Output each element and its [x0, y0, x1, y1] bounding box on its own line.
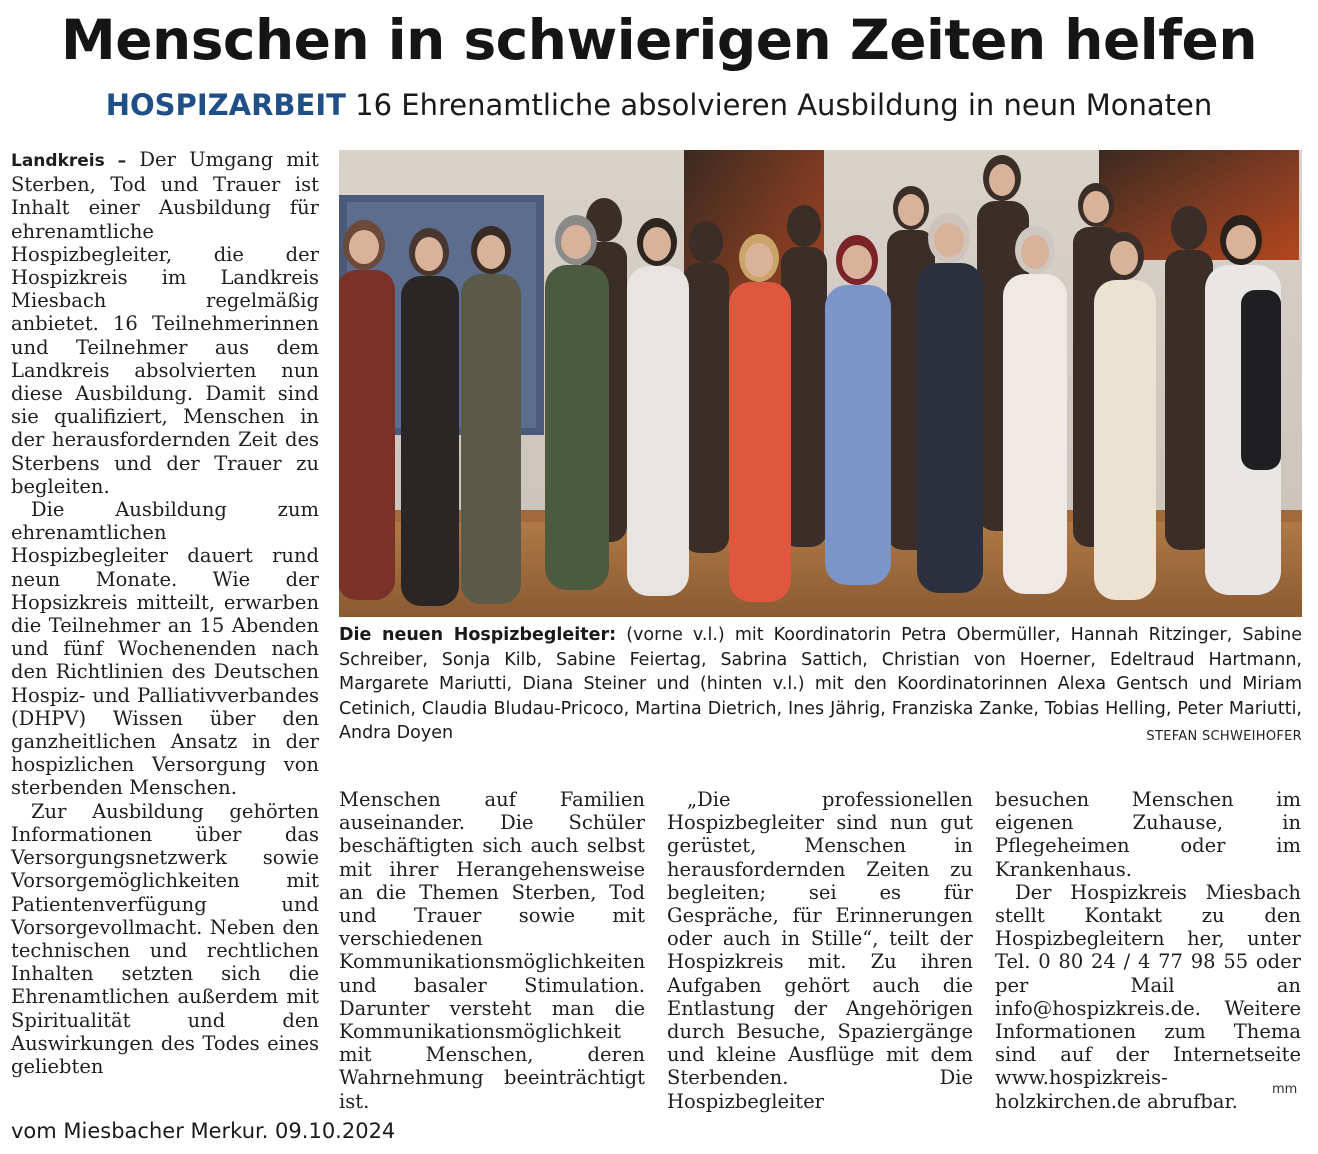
paragraph-3: Zur Ausbildung gehörten Informationen über das Versorgungsnetzwerk sowie Vorsorgemöglichkeiten mit Patientenverfügung und Vorsorgevollmacht. Neben den technischen und rechtlichen Inhalten setzten sich die Ehrenamtlichen außerdem mit Spiritualität und den Auswirkungen des Todes eines geliebten — [11, 799, 319, 1078]
caption-lead: Die neuen Hospizbegleiter: — [339, 625, 617, 645]
group-photo — [339, 150, 1302, 617]
photo-caption — [339, 623, 1302, 750]
author-initials: mm — [1272, 1082, 1298, 1097]
caption-text: (vorne v.l.) mit Koordinatorin Petra Obermüller, Hannah Ritzinger, Sabine Schreiber, Sonja Kilb, Sabine Feiertag, Sabrina Sattich, Christian von Hoerner, Edeltraud Hartmann, Margarete Mariutti, Diana Steiner und (hinten v.l.) mit den Koordinatorinnen Alexa Gentsch und Miriam Cetinich, Claudia Bludau-Pricoco, Martina Dietrich, Ines Jährig, Franziska Zanke, Tobias Helling, Peter Mariutti, Andra Doyen — [339, 625, 1302, 743]
photo-credit: STEFAN SCHWEIHOFER — [1146, 729, 1302, 744]
article-column-1 — [11, 148, 319, 1078]
article-column-2 — [339, 788, 645, 1113]
article-column-3 — [667, 788, 973, 1113]
group-photo-image — [339, 150, 1302, 617]
paragraph-1 — [11, 148, 319, 498]
paragraph-6: besuchen Menschen im eigenen Zuhause, in Pflegeheimen oder im Krankenhaus. — [995, 788, 1301, 881]
paragraph-2: Die Ausbildung zum ehrenamtlichen Hospizbegleiter dauert rund neun Monate. Wie der Hopsizkreis mitteilt, erwarben die Teilnehmer an 15 Abenden und fünf Wochenenden nach den Richtlinien des Deutschen Hospiz- und Palliativverbandes (DHPV) Wissen über den ganzheitlichen Ansatz in der hospizlichen Versorgung von sterbenden Menschen. — [11, 498, 319, 800]
source-note: vom Miesbacher Merkur. 09.10.2024 — [11, 1119, 396, 1143]
paragraph-4: Menschen auf Familien auseinander. Die Schüler beschäftigten sich auch selbst mit ihrer Herangehensweise an die Themen Sterben, Tod und Trauer sowie mit verschiedenen Kommunikationsmöglichkeiten und basaler Stimulation. Darunter versteht man die Kommunikationsmöglichkeit mit Menschen, deren Wahrnehmung beeinträchtigt ist. — [339, 788, 646, 1113]
dateline: Landkreis – — [11, 151, 127, 171]
subheadline-line — [0, 88, 1318, 122]
article-column-4 — [995, 788, 1301, 1113]
kicker: HOSPIZARBEIT — [105, 88, 346, 122]
paragraph-5: „Die professionellen Hospizbegleiter sind nun gut gerüstet, Menschen in herausfordernden Zeiten zu begleiten; sei es für Gespräche, für Erinnerungen oder auch in Stille“, teilt der Hospizkreis mit. Zu ihren Aufgaben gehört auch die Entlastung der Angehörigen durch Besuche, Spaziergänge und kleine Ausflüge mit dem Sterbenden. Die Hospizbegleiter — [667, 788, 973, 1113]
paragraph-1-text: Der Umgang mit Sterben, Tod und Trauer ist Inhalt einer Ausbildung für ehrenamtliche Hospizbegleiter, die der Hospizkreis im Landkreis Miesbach regelmäßig anbietet. 16 Teilnehmerinnen und Teilnehmer aus dem Landkreis absolvierten nun diese Ausbildung. Damit sind sie qualifiziert, Menschen in der herausfordernden Zeit des Sterbens und der Trauer zu begleiten. — [11, 148, 319, 498]
headline: Menschen in schwierigen Zeiten helfen — [61, 8, 1257, 72]
paragraph-7: Der Hospizkreis Miesbach stellt Kontakt zu den Hospizbegleitern her, unter Tel. 0 80 24 / 4 77 98 55 oder per Mail an info@hospizkreis.de. Weitere Informationen zum Thema sind auf der Internetseite www.hospizkreis-holzkirchen.de abrufbar. — [995, 880, 1301, 1113]
subheadline: 16 Ehrenamtliche absolvieren Ausbildung in neun Monaten — [355, 88, 1213, 122]
